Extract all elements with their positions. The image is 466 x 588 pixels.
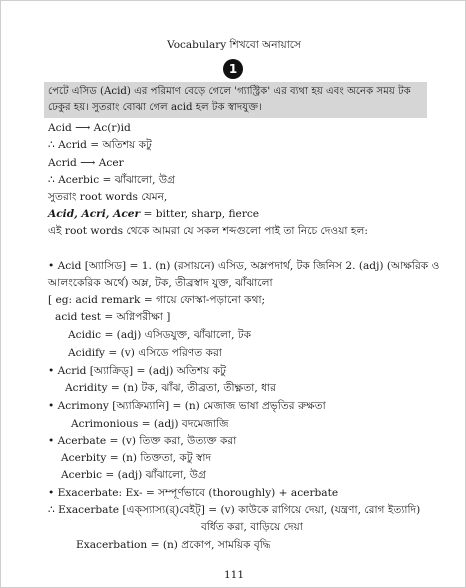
entry-acidic: Acidic = (adj) এসিডযুক্ত, ঝাঁঝালো, টক — [68, 329, 252, 341]
entry-exacerbation: Exacerbation = (n) প্রকোপ, সাময়িক বৃদ্ধি — [76, 539, 271, 551]
root-words-intro: সুতরাং root words যেমন, — [48, 191, 168, 203]
entry-acridity: Acridity = (n) টক, ঝাঁঝ, তীব্রতা, তীক্ষ্ণতা, ধার — [65, 382, 276, 394]
page-header: Vocabulary শিখবো অনায়াসে — [167, 39, 301, 51]
list-intro: এই root words থেকে আমরা যে সকল শব্দগুলো পাই তা নিচে দেওয়া হল: — [48, 225, 368, 237]
example-line: [ eg: acid remark = গায়ে ফোস্কা-পড়ানো কথা; — [48, 294, 266, 306]
entry-acid-cont: আলংকেরিক অর্থে) অম্ল, টক, তীব্রস্বাদ যুক্ত, ঝাঁঝালো — [48, 277, 273, 289]
section-number-badge: 1 — [223, 59, 243, 79]
page-number: 111 — [223, 569, 245, 581]
entry-acid: • Acid [অ্যাসিড] = 1. (n) (রসায়নে) এসিড, অম্লপদার্থ, টক জিনিস 2. (adj) (আক্ষরিক ও — [48, 260, 440, 272]
entry-exacerbate-meaning: ∴ Exacerbate [এক্‌স্যাস্য(র্‌)বেইট্‌] = (v) কাউকে রাগিয়ে দেয়া, (যন্ত্রণা, রোগ ইত্যাদি) — [48, 504, 421, 516]
entry-exacerbate-cont: বর্ধিত করা, বাড়িয়ে দেয়া — [201, 521, 303, 533]
derivation-line: ∴ Acrid = অতিশয় কটু — [48, 139, 152, 151]
derivation-line: Acrid ⟶ Acer — [48, 157, 124, 169]
entry-exacerbate: • Exacerbate: Ex- = সম্পূর্ণভাবে (thoroughly) + acerbate — [48, 487, 339, 499]
root-words-meaning: = bitter, sharp, fierce — [140, 208, 260, 220]
entry-acrimony: • Acrimony [অ্যাক্রিম্যানি] = (n) মেজাজ ভাষা প্রভৃতির রুক্ষতা — [48, 400, 326, 412]
intro-paragraph: পেটে এসিড (Acid) এর পরিমাণ বেড়ে গেলে 'গ্যাস্ট্রিক' এর ব্যথা হয় এবং অনেক সময় টক ঢেকুর হয়। সুতরাং বোঝা গেল acid হল টক স্বাদযুক্ত। — [44, 82, 427, 118]
root-words-line — [48, 207, 259, 222]
entry-acerbic: Acerbic = (adj) ঝাঁঝালো, উগ্র — [61, 469, 206, 481]
entry-acerbate: • Acerbate = (v) তিক্ত করা, উত্যক্ত করা — [48, 435, 237, 447]
entry-acrid: • Acrid [অ্যাক্রিড্‌] = (adj) অতিশয় কটু — [48, 365, 226, 377]
example-line: acid test = অগ্নিপরীক্ষা ] — [55, 311, 171, 323]
entry-acrimonious: Acrimonious = (adj) বদমেজাজি — [71, 418, 229, 430]
derivation-line: Acid ⟶ Ac(r)id — [48, 122, 131, 134]
root-words: Acid, Acri, Acer — [48, 208, 141, 220]
entry-acerbity: Acerbity = (n) তিক্ততা, কটু স্বাদ — [61, 452, 212, 464]
derivation-line: ∴ Acerbic = ঝাঁঝালো, উগ্র — [48, 174, 176, 186]
entry-acidify: Acidify = (v) এসিডে পরিণত করা — [68, 347, 222, 359]
